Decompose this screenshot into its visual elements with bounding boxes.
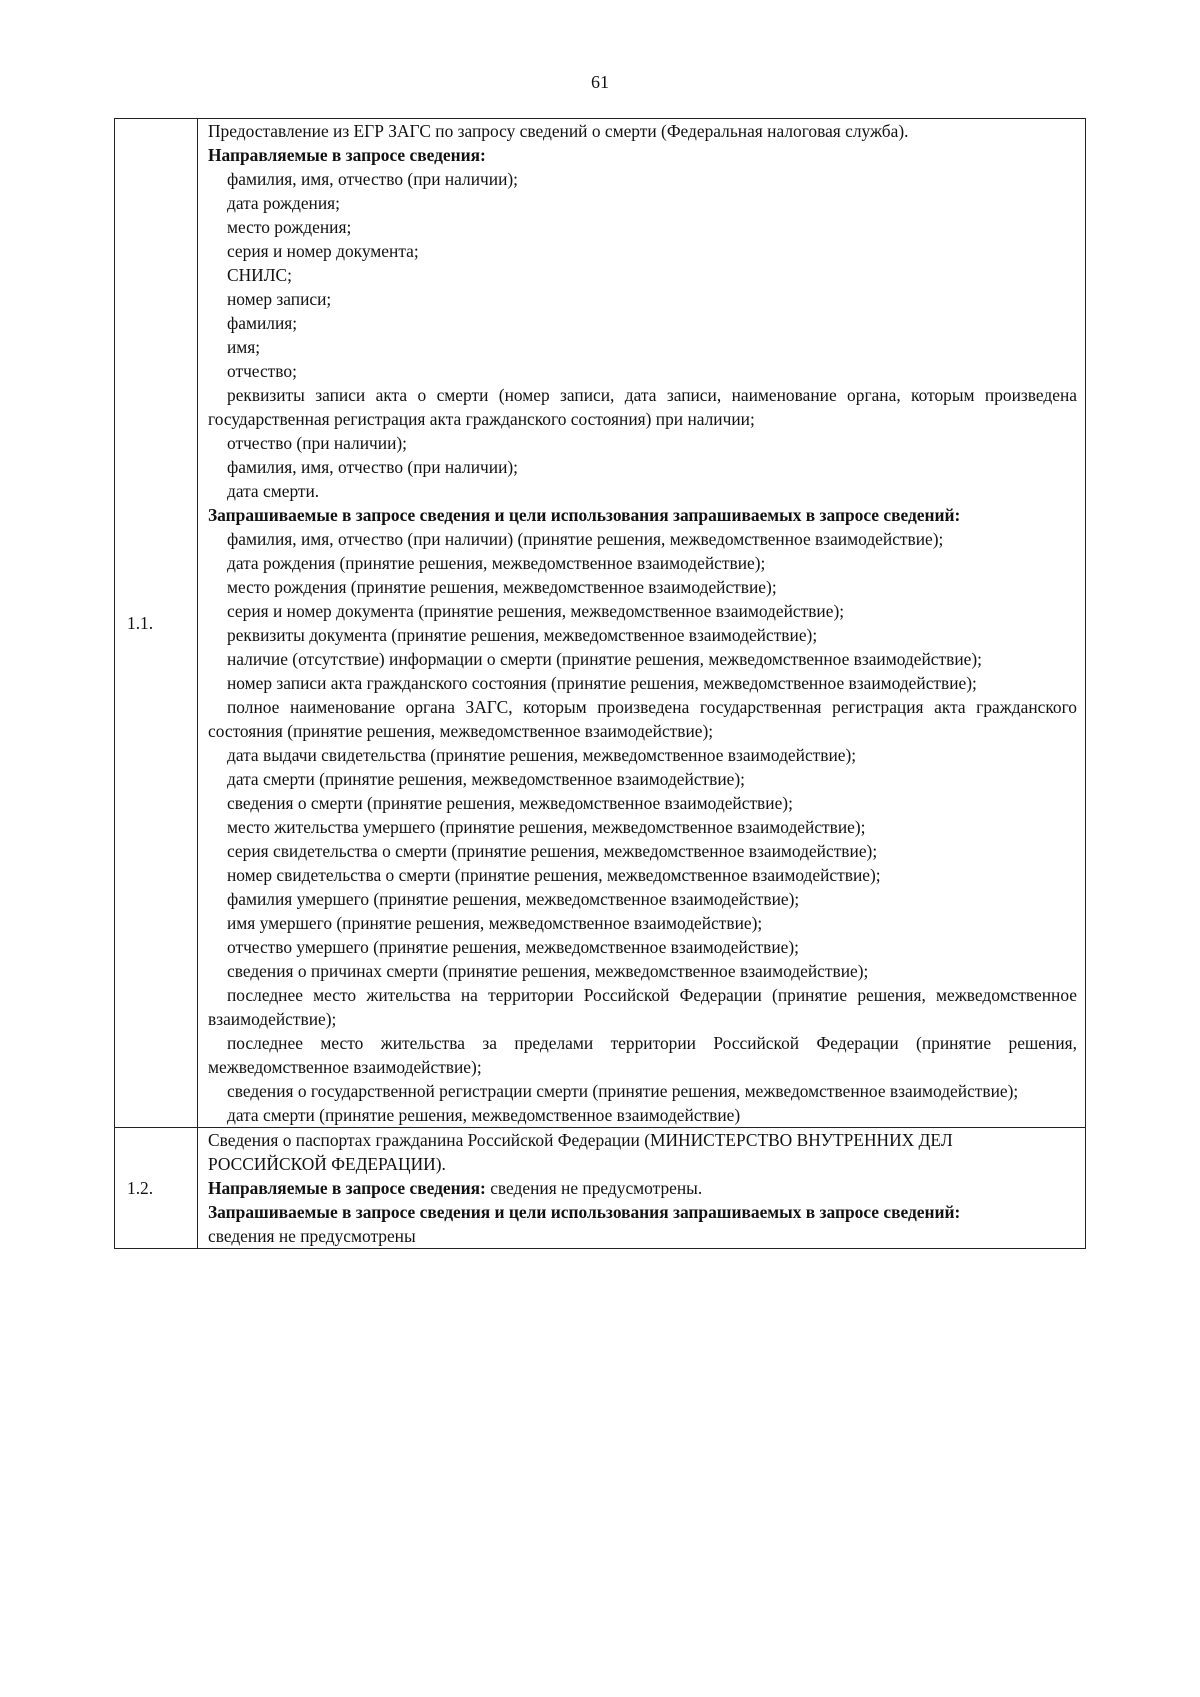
- table-row: [115, 1128, 1086, 1249]
- row-title-continued: РОССИЙСКОЙ ФЕДЕРАЦИИ).: [208, 1154, 446, 1174]
- list-item: полное наименование органа ЗАГС, которым произведена государственная регистрация акта гражданского состояния (принятие решения, межведомственное взаимодействие);: [208, 697, 1077, 741]
- row-content: [198, 1128, 1086, 1249]
- list-item: серия и номер документа;: [227, 241, 419, 261]
- list-item: место рождения (принятие решения, межведомственное взаимодействие);: [227, 577, 777, 597]
- list-item: последнее место жительства за пределами территории Российской Федерации (принятие решения, межведомственное взаимодействие);: [208, 1033, 1077, 1077]
- page-number: 61: [591, 72, 609, 92]
- list-item: номер записи;: [227, 289, 332, 309]
- list-item: имя умершего (принятие решения, межведомственное взаимодействие);: [227, 913, 763, 933]
- row-content: [198, 119, 1086, 1128]
- list-item: реквизиты документа (принятие решения, межведомственное взаимодействие);: [227, 625, 818, 645]
- list-item: фамилия, имя, отчество (при наличии);: [227, 169, 518, 189]
- list-item: серия и номер документа (принятие решения, межведомственное взаимодействие);: [227, 601, 845, 621]
- list-item: фамилия, имя, отчество (при наличии);: [227, 457, 518, 477]
- sent-heading: Направляемые в запросе сведения:: [208, 145, 486, 165]
- sent-value: сведения не предусмотрены.: [485, 1178, 703, 1198]
- list-item: СНИЛС;: [227, 265, 292, 285]
- sent-heading: Направляемые в запросе сведения:: [208, 1178, 486, 1198]
- list-item: номер свидетельства о смерти (принятие решения, межведомственное взаимодействие);: [227, 865, 881, 885]
- list-item: наличие (отсутствие) информации о смерти (принятие решения, межведомственное взаимодействие);: [227, 649, 982, 669]
- services-table: [114, 118, 1086, 1249]
- list-item: дата выдачи свидетельства (принятие решения, межведомственное взаимодействие);: [227, 745, 857, 765]
- requested-value: сведения не предусмотрены: [208, 1226, 416, 1246]
- list-item: фамилия;: [227, 313, 298, 333]
- table-row: [115, 119, 1086, 1128]
- list-item: сведения о государственной регистрации смерти (принятие решения, межведомственное взаимодействие);: [227, 1081, 1019, 1101]
- list-item: сведения о смерти (принятие решения, межведомственное взаимодействие);: [227, 793, 793, 813]
- list-item: дата смерти (принятие решения, межведомственное взаимодействие): [227, 1105, 741, 1125]
- row-number: 1.1.: [115, 119, 198, 1128]
- requested-heading: Запрашиваемые в запросе сведения и цели использования запрашиваемых в запросе сведений:: [208, 1202, 961, 1222]
- list-item: отчество умершего (принятие решения, межведомственное взаимодействие);: [227, 937, 800, 957]
- list-item: дата рождения;: [227, 193, 340, 213]
- list-item: последнее место жительства на территории Российской Федерации (принятие решения, межведомственное взаимодействие);: [208, 985, 1077, 1029]
- row-title: Сведения о паспортах гражданина Российской Федерации (МИНИСТЕРСТВО ВНУТРЕННИХ ДЕЛ: [208, 1130, 953, 1150]
- list-item: фамилия, имя, отчество (при наличии) (принятие решения, межведомственное взаимодействие);: [227, 529, 944, 549]
- list-item: дата рождения (принятие решения, межведомственное взаимодействие);: [227, 553, 766, 573]
- list-item: дата смерти (принятие решения, межведомственное взаимодействие);: [227, 769, 746, 789]
- list-item: имя;: [227, 337, 261, 357]
- sent-line: [208, 1176, 1077, 1200]
- list-item: отчество;: [227, 361, 297, 381]
- list-item: номер записи акта гражданского состояния (принятие решения, межведомственное взаимодействие);: [227, 673, 977, 693]
- row-number: 1.2.: [115, 1128, 198, 1249]
- requested-heading: Запрашиваемые в запросе сведения и цели использования запрашиваемых в запросе сведений:: [208, 505, 961, 525]
- list-item: место жительства умершего (принятие решения, межведомственное взаимодействие);: [227, 817, 866, 837]
- list-item: отчество (при наличии);: [227, 433, 408, 453]
- list-item: серия свидетельства о смерти (принятие решения, межведомственное взаимодействие);: [227, 841, 878, 861]
- row-title: Предоставление из ЕГР ЗАГС по запросу сведений о смерти (Федеральная налоговая служба).: [208, 121, 909, 141]
- list-item: сведения о причинах смерти (принятие решения, межведомственное взаимодействие);: [227, 961, 869, 981]
- list-item: реквизиты записи акта о смерти (номер записи, дата записи, наименование органа, которым произведена государственная регистрация акта гражданского состояния) при наличии;: [208, 385, 1077, 429]
- list-item: фамилия умершего (принятие решения, межведомственное взаимодействие);: [227, 889, 800, 909]
- list-item: дата смерти.: [227, 481, 320, 501]
- list-item: место рождения;: [227, 217, 352, 237]
